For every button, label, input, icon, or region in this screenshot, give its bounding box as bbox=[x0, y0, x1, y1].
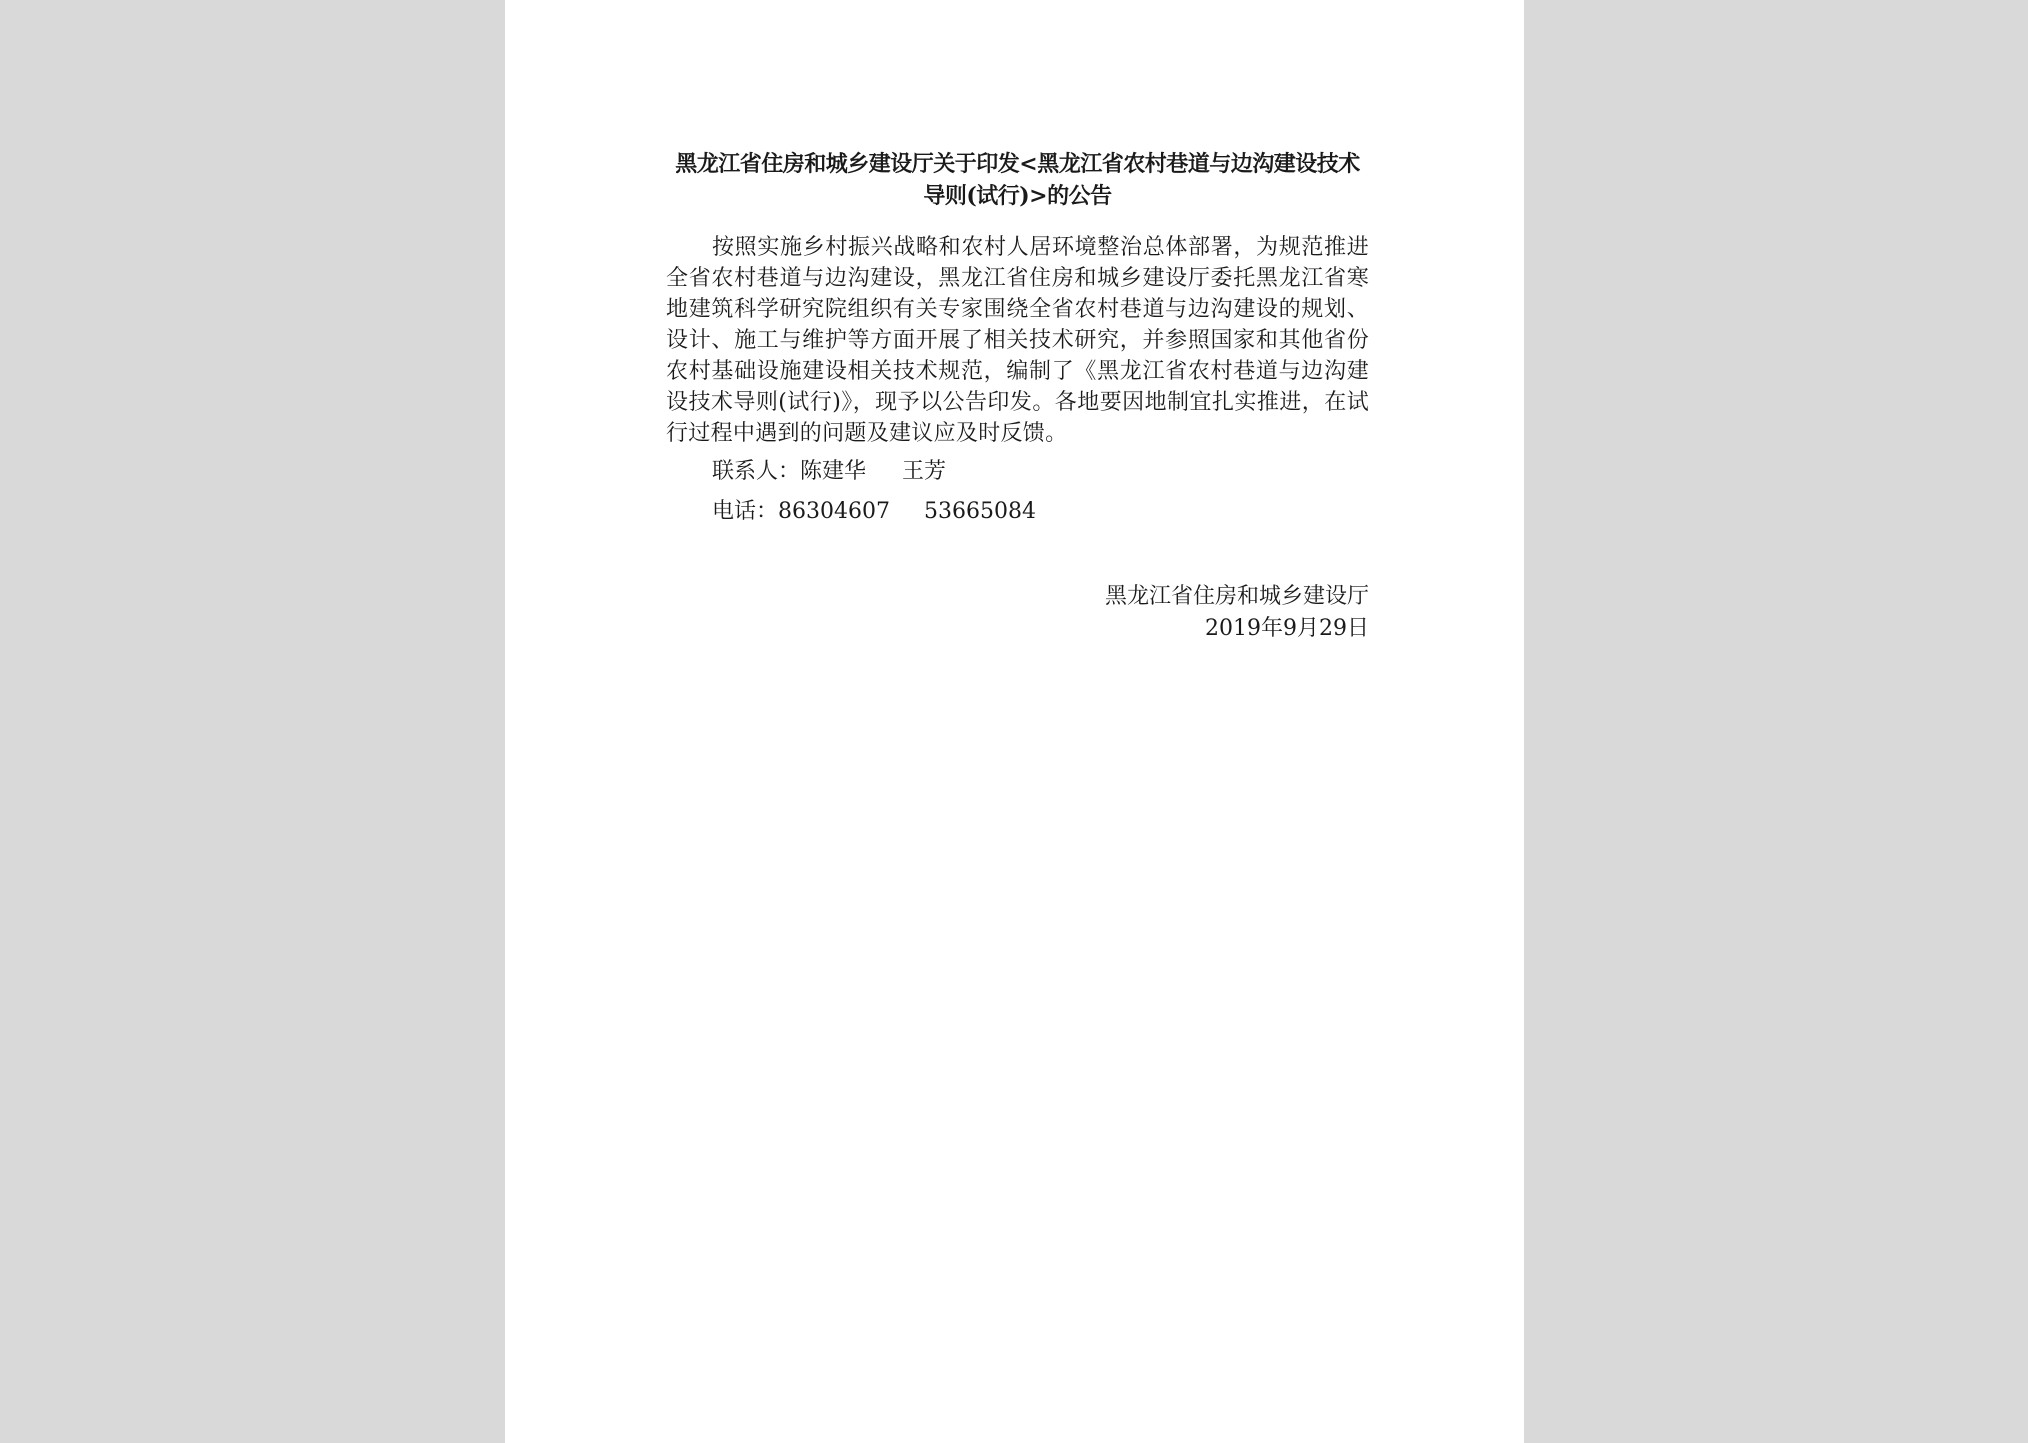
phone-number-2: 53665084 bbox=[924, 499, 1036, 524]
signature-block bbox=[666, 581, 1369, 645]
document-body bbox=[666, 148, 1369, 645]
phone-line bbox=[666, 495, 1369, 529]
phone-number-1: 86304607 bbox=[778, 499, 890, 524]
phone-label: 电话： bbox=[712, 499, 779, 524]
issue-date: 2019年9月29日 bbox=[1205, 616, 1369, 641]
contact-person-1: 陈建华 bbox=[800, 459, 867, 484]
contact-label: 联系人： bbox=[712, 459, 801, 484]
issuer-name: 黑龙江省住房和城乡建设厅 bbox=[1104, 584, 1369, 609]
contact-person-2: 王芳 bbox=[902, 459, 947, 484]
document-page bbox=[505, 0, 1524, 1443]
document-title: 黑龙江省住房和城乡建设厅关于印发<黑龙江省农村巷道与边沟建设技术导则(试行)>的公告 bbox=[675, 151, 1360, 209]
contact-persons-line bbox=[666, 455, 1369, 489]
announcement-paragraph: 按照实施乡村振兴战略和农村人居环境整治总体部署，为规范推进全省农村巷道与边沟建设，黑龙江省住房和城乡建设厅委托黑龙江省寒地建筑科学研究院组织有关专家围绕全省农村巷道与边沟建设的规划、设计、施工与维护等方面开展了相关技术研究，并参照国家和其他省份农村基础设施建设相关技术规范，编制了《黑龙江省农村巷道与边沟建设技术导则(试行)》，现予以公告印发。各地要因地制宜扎实推进，在试行过程中遇到的问题及建议应及时反馈。 bbox=[666, 235, 1369, 446]
